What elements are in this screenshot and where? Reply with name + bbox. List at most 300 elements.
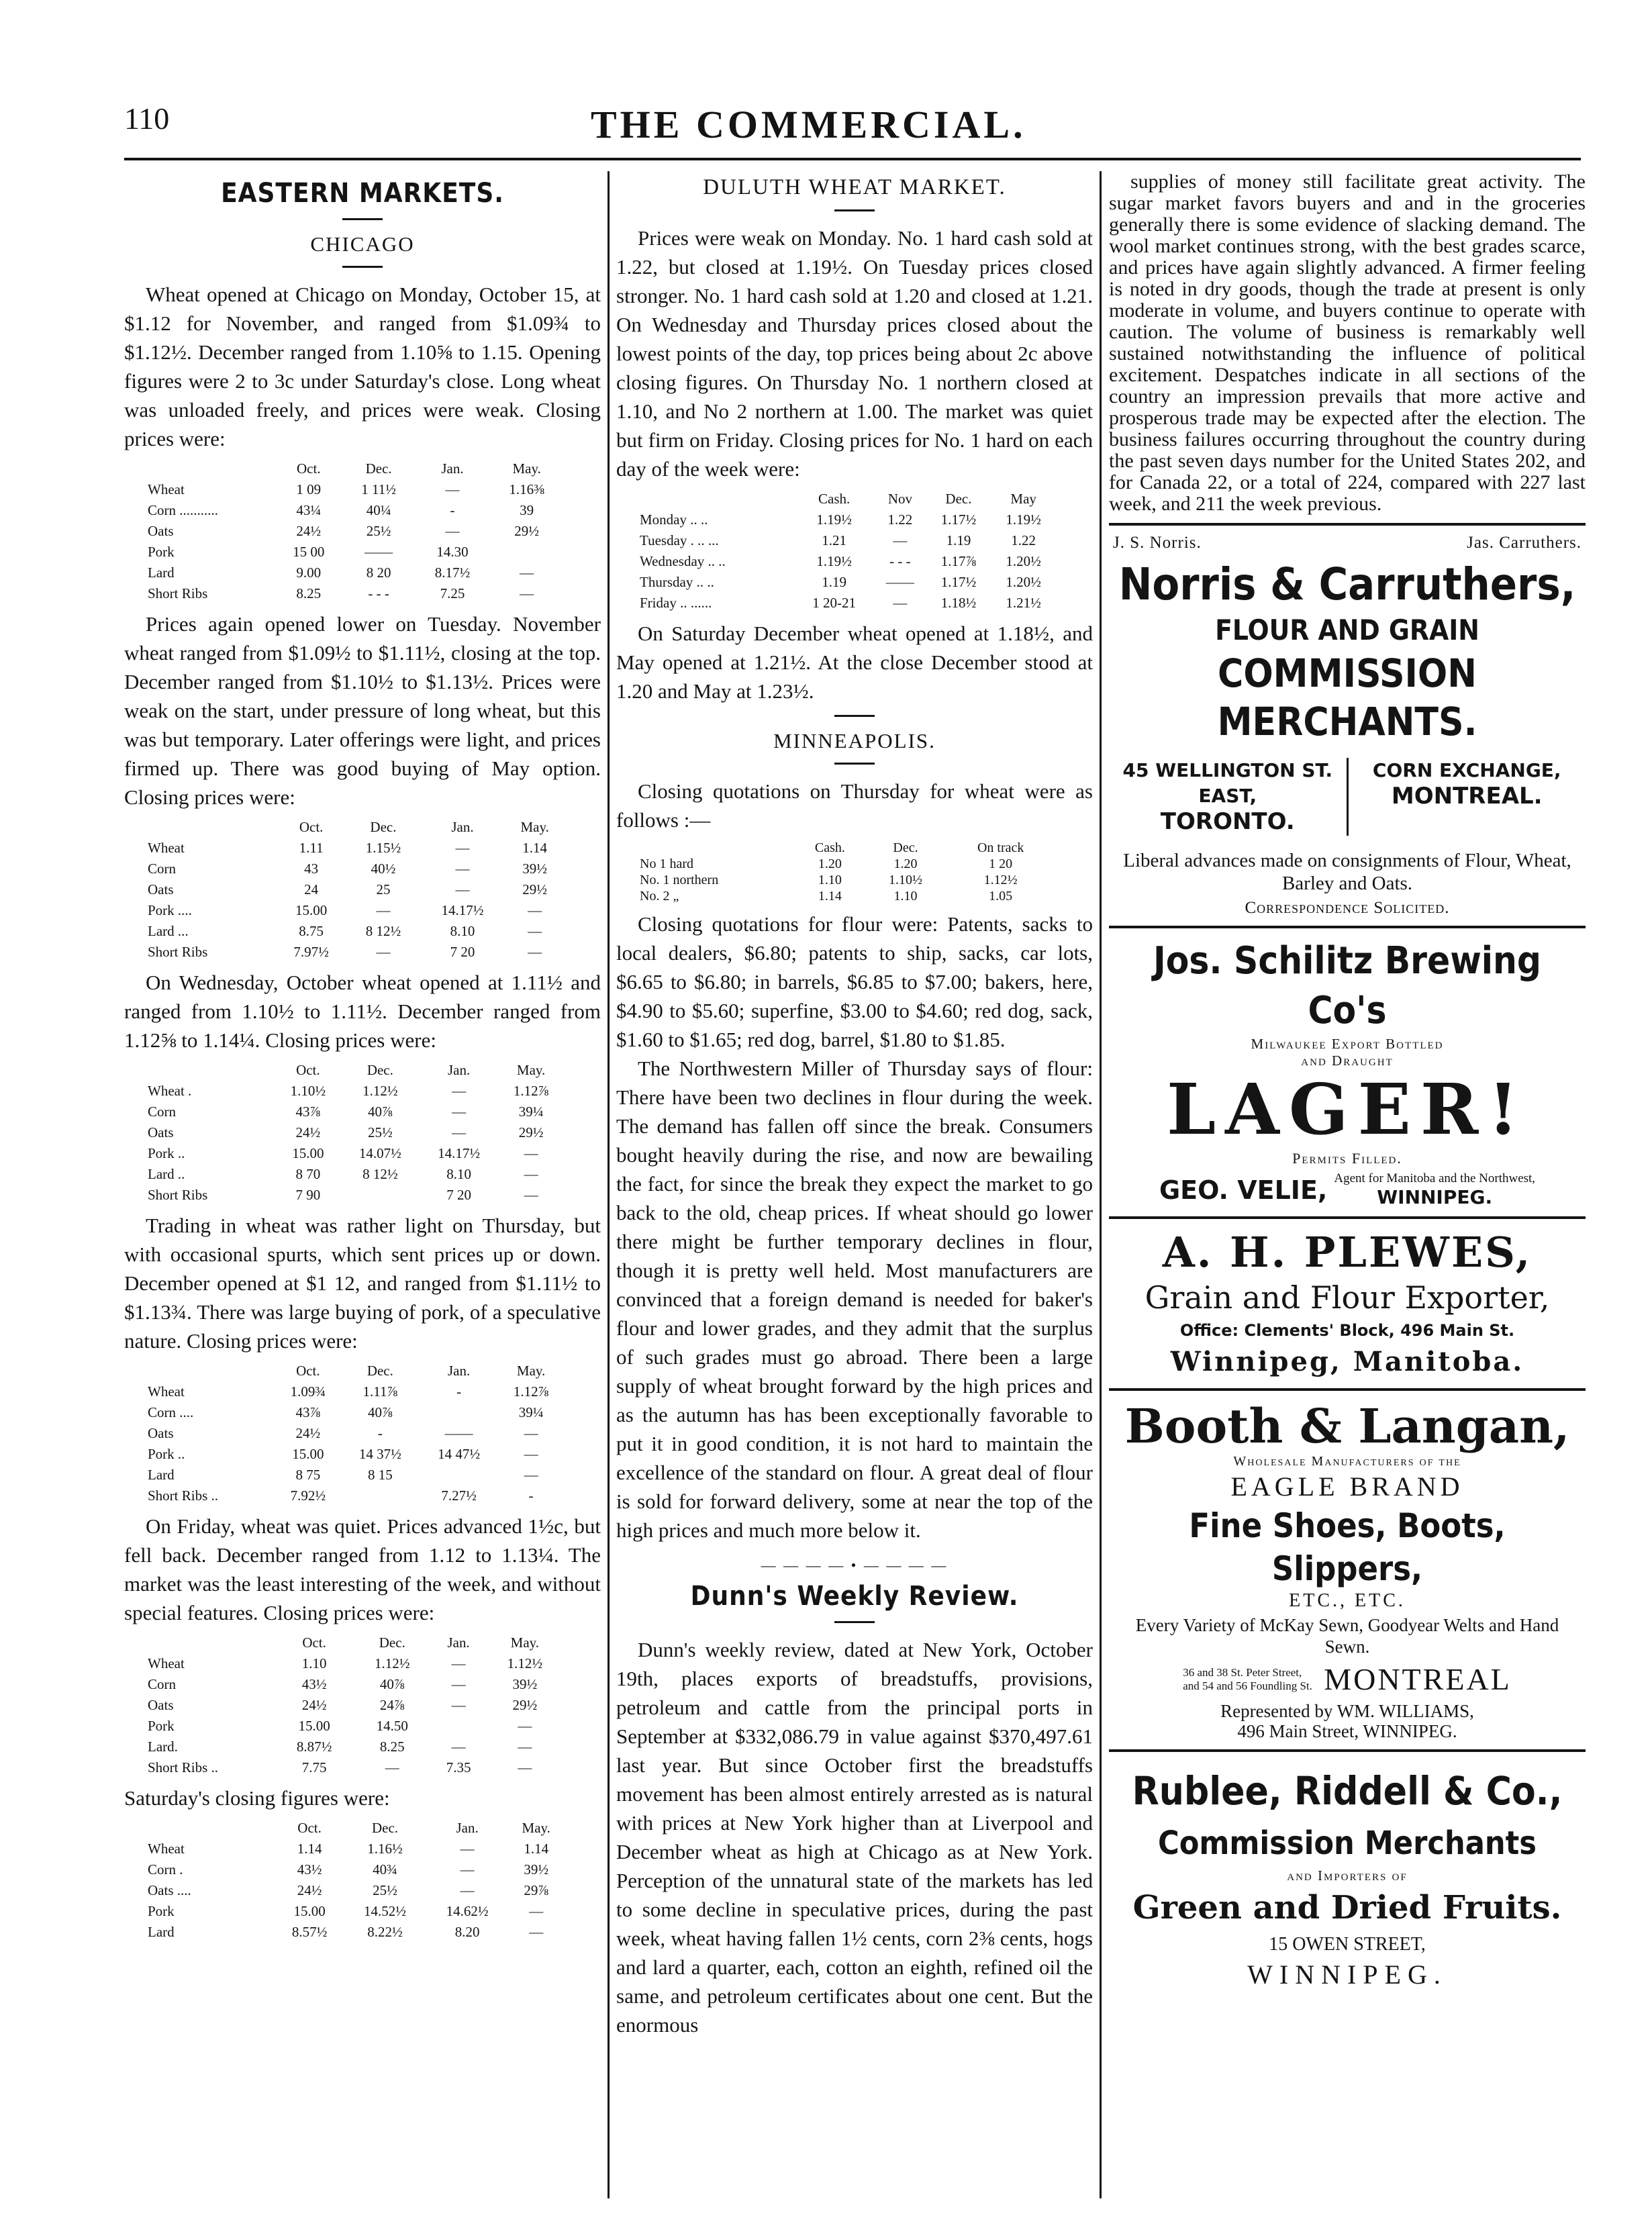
paragraph: Trading in wheat was rather light on Thursday, but with occasional spurts, which sent prices up or down. December opened at $1 12, and ranged from $1.11½ to $1.13¾. There was large buying of pork, of a speculative nature. Closing prices were: bbox=[124, 1214, 601, 1353]
paragraph: Prices again opened lower on Tuesday. November wheat ranged from $1.09½ to $1.11½, closing at the top. December ranged from $1.10½ to $1.13½. Prices were weak on the start, under pressure of long wheat, but this was but temporary. Later offerings were light, and prices firmed up. There was good buying of May option. Closing prices were: bbox=[124, 612, 601, 809]
table-cell: Corn bbox=[148, 1676, 176, 1692]
table-cell: 1.20 bbox=[818, 857, 842, 871]
table-cell: Pork bbox=[148, 1903, 175, 1919]
ad-name: A. H. PLEWES, bbox=[1162, 1228, 1533, 1277]
table-cell: — bbox=[452, 1124, 467, 1140]
column-header: Jan. bbox=[447, 1363, 471, 1379]
table-cell: 1.14 bbox=[524, 1841, 549, 1857]
table-cell: Thursday .. .. bbox=[640, 574, 714, 590]
table-header-row bbox=[640, 489, 1056, 509]
table-cell: 15.00 bbox=[292, 1145, 324, 1161]
column-eastern-markets bbox=[124, 171, 601, 1948]
table-cell: — bbox=[445, 481, 460, 497]
table-cell: 14.62½ bbox=[446, 1903, 489, 1919]
column-header: Cash. bbox=[818, 491, 851, 507]
section-title: EASTERN MARKETS. bbox=[221, 178, 504, 209]
table-cell: 40½ bbox=[371, 861, 396, 877]
table-cell: Pork bbox=[148, 544, 175, 560]
ad-line: and Draught bbox=[1301, 1053, 1394, 1069]
ad-rule bbox=[1109, 523, 1586, 526]
table-cell: 1.20 bbox=[893, 857, 918, 871]
ad-rule bbox=[1109, 1388, 1586, 1391]
table-header-row bbox=[148, 1818, 564, 1839]
table-row bbox=[148, 1757, 564, 1778]
table-row bbox=[640, 872, 1056, 888]
table-cell: 25½ bbox=[373, 1882, 397, 1898]
separator: — — — — • — — — — bbox=[761, 1557, 949, 1573]
address-toronto bbox=[1109, 758, 1349, 836]
signature-left: J. S. Norris. bbox=[1113, 534, 1202, 552]
table-row bbox=[148, 1402, 564, 1423]
table-cell: 8.57½ bbox=[291, 1924, 328, 1940]
table-cell: Wheat bbox=[148, 1655, 185, 1671]
table-row bbox=[148, 1839, 564, 1859]
ad-line: Represented by WM. WILLIAMS, bbox=[1220, 1701, 1474, 1721]
price-table bbox=[148, 1361, 564, 1506]
table-row bbox=[148, 500, 564, 521]
table-cell bbox=[431, 1716, 485, 1737]
table-cell: 29½ bbox=[514, 523, 540, 539]
ad-address: 15 OWEN STREET, bbox=[1269, 1934, 1426, 1955]
ad-line: FLOUR AND GRAIN bbox=[1215, 614, 1479, 646]
ad-line: and Importers of bbox=[1287, 1867, 1408, 1884]
table-cell: 40¼ bbox=[366, 502, 391, 518]
table-cell: Lard bbox=[148, 1467, 175, 1483]
table-cell: — bbox=[376, 902, 391, 918]
table-cell: No. 2 „ bbox=[640, 889, 679, 904]
table-cell: 14.17½ bbox=[441, 902, 484, 918]
table-cell: 8.10 bbox=[450, 923, 475, 939]
table-cell: — bbox=[524, 1166, 538, 1182]
ad-rublee-riddell bbox=[1109, 1763, 1586, 1992]
column-header: Jan. bbox=[451, 819, 474, 835]
table-cell: — bbox=[385, 1759, 399, 1775]
table-cell: — bbox=[528, 923, 542, 939]
table-cell: 7.27½ bbox=[441, 1488, 477, 1504]
rule bbox=[834, 763, 875, 765]
page-number: 110 bbox=[124, 101, 170, 136]
paragraph: supplies of money still facilitate great activity. The sugar market favors buyers and and in the groceries generally there is some evidence of slacking demand. The wool market continues strong, with the best grades scarce, and prices have again slightly advanced. A firmer feeling is noted in dry goods, though the trade at present is only moderate in volume, and buyers continue to operate with caution. The volume of business is remarkably well sustained notwithstanding the influence of political excitement. Despatches indicate in all sections of the country an impression prevails that more active and prosperous trade may be expected after the election. The business failures occurring throughout the country during the past seven days number for the United States 202, and for Canada 22, or a total of 224, compared with 227 last week, and 211 the week previous. bbox=[1109, 171, 1586, 515]
paragraph: Saturday's closing figures were: bbox=[124, 1786, 390, 1810]
table-row bbox=[640, 551, 1056, 572]
table-row bbox=[148, 1102, 564, 1122]
price-table bbox=[640, 489, 1056, 614]
table-cell: 8.22½ bbox=[367, 1924, 403, 1940]
table-cell: 1.12½ bbox=[375, 1655, 410, 1671]
column-header: Cash. bbox=[814, 840, 845, 855]
table-row bbox=[148, 1465, 564, 1486]
table-cell: — bbox=[455, 881, 470, 897]
table-cell: 40⅞ bbox=[367, 1104, 393, 1120]
column-header: Dec. bbox=[365, 460, 392, 477]
table-cell: 15 00 bbox=[293, 544, 325, 560]
section-subtitle: MINNEAPOLIS. bbox=[773, 729, 936, 752]
table-cell: — bbox=[893, 532, 908, 548]
section-title: DULUTH WHEAT MARKET. bbox=[703, 175, 1006, 199]
column-header bbox=[148, 458, 275, 479]
table-cell: — bbox=[445, 523, 460, 539]
column-divider-1 bbox=[608, 171, 610, 2198]
paragraph: Closing quotations on Thursday for wheat were as follows :— bbox=[616, 779, 1093, 832]
ad-name: Booth & Langan, bbox=[1124, 1398, 1570, 1454]
table-cell: — bbox=[460, 1882, 475, 1898]
ad-brand: EAGLE BRAND bbox=[1230, 1471, 1464, 1502]
table-cell: 1.14 bbox=[522, 840, 548, 856]
price-table bbox=[148, 458, 564, 604]
column-header bbox=[148, 817, 275, 838]
table-cell: 24½ bbox=[297, 1882, 322, 1898]
table-header-row bbox=[148, 1633, 564, 1653]
table-cell: 1.19 bbox=[822, 574, 846, 590]
table-cell: 1.12½ bbox=[507, 1655, 543, 1671]
table-cell: 7.92½ bbox=[290, 1488, 326, 1504]
table-cell: 29½ bbox=[522, 881, 548, 897]
table-cell: No. 1 northern bbox=[640, 873, 719, 887]
ad-name: Jos. Schilitz Brewing Co's bbox=[1153, 939, 1541, 1032]
ad-rule bbox=[1109, 1216, 1586, 1219]
table-cell: 1 20 bbox=[989, 857, 1013, 871]
rule bbox=[834, 715, 875, 717]
table-cell: 14.52½ bbox=[364, 1903, 406, 1919]
paragraph: On Saturday December wheat opened at 1.18½, and May opened at 1.21½. At the close December stood at 1.20 and May at 1.23½. bbox=[616, 622, 1093, 703]
table-row bbox=[148, 1185, 564, 1206]
table-cell: Lard bbox=[148, 1924, 175, 1940]
table-cell: 14 37½ bbox=[358, 1446, 401, 1462]
journal-title: THE COMMERCIAL. bbox=[591, 103, 1026, 146]
table-cell: — bbox=[452, 1104, 467, 1120]
ad-footer: Correspondence Solicited. bbox=[1245, 899, 1450, 917]
table-cell: 1.10 bbox=[893, 889, 918, 904]
table-cell: 39½ bbox=[522, 861, 548, 877]
table-cell: 1.18½ bbox=[940, 595, 977, 611]
table-cell: Pork .... bbox=[148, 902, 192, 918]
ad-lager: LAGER! bbox=[1167, 1068, 1528, 1151]
table-cell: 39 bbox=[520, 502, 534, 518]
table-cell: 8.87½ bbox=[296, 1739, 332, 1755]
paragraph: The Northwestern Miller of Thursday says of flour: There have been two declines in flour during the week. The demand has fallen off since the break. Consumers bought heavily during the rise, and now are bewailing the fact, for since the break they expect the market to go back to the old, cheap prices. If wheat should go lower there might be further temporary declines in flour, though it is pretty well held. Most manufacturers are convinced that a foreign demand is needed for baker's flour and lower grades, and they admit that the surplus of such grades must go abroad. There been a large supply of wheat brought forward by the high prices and as the autumn has has been exceptionally favorable to put it in good condition, it is not hard to maintain the excellence of the standard on flour. A great deal of flour is sold for forward delivery, some at near the top of the high prices and much more below it. bbox=[616, 1057, 1093, 1542]
table-cell: 1.10 bbox=[301, 1655, 327, 1671]
column-header: Jan. bbox=[441, 460, 464, 477]
table-row bbox=[148, 1486, 564, 1506]
table-cell: Wheat bbox=[148, 1383, 185, 1400]
table-cell: 9.00 bbox=[296, 565, 322, 581]
table-cell: — bbox=[455, 861, 470, 877]
ad-rule bbox=[1109, 926, 1586, 928]
column-divider-2 bbox=[1100, 171, 1102, 2198]
column-header: Dec. bbox=[371, 1820, 399, 1836]
subtitle-rule bbox=[342, 266, 383, 268]
table-row bbox=[148, 942, 564, 963]
table-cell: No 1 hard bbox=[640, 857, 693, 871]
column-header: Oct. bbox=[299, 819, 324, 835]
address-line: CORN EXCHANGE, bbox=[1372, 759, 1561, 781]
ad-line: Fine Shoes, Boots, Slippers, bbox=[1189, 1506, 1506, 1588]
column-header: Oct. bbox=[296, 1062, 320, 1078]
table-row bbox=[640, 572, 1056, 593]
table-cell: 39½ bbox=[512, 1676, 538, 1692]
table-header-row bbox=[148, 458, 564, 479]
table-cell: Lard bbox=[148, 565, 175, 581]
table-cell: Wheat bbox=[148, 1841, 185, 1857]
ad-line: 496 Main Street, WINNIPEG. bbox=[1237, 1721, 1457, 1741]
table-cell: Short Ribs bbox=[148, 1187, 208, 1203]
table-row bbox=[148, 1164, 564, 1185]
paragraph: Wheat opened at Chicago on Monday, October 15, at $1.12 for November, and ranged from $1.09¾ to $1.12½. December ranged from 1.10⅝ to 1.15. Opening figures were 2 to 3c under Saturday's close. Long wheat was unloaded freely, and prices were weak. Closing prices were: bbox=[124, 283, 601, 450]
agent-block bbox=[1334, 1171, 1535, 1208]
section-subtitle: CHICAGO bbox=[310, 232, 415, 256]
table-cell: Short Ribs .. bbox=[148, 1488, 219, 1504]
column-header: May. bbox=[516, 1363, 546, 1379]
column-header: Oct. bbox=[296, 1363, 320, 1379]
table-cell: 8 75 bbox=[295, 1467, 321, 1483]
table-cell: Wednesday .. .. bbox=[640, 553, 726, 569]
table-cell: 24 bbox=[304, 881, 319, 897]
table-cell: - - - bbox=[368, 585, 389, 601]
table-cell: 7.75 bbox=[301, 1759, 327, 1775]
table-cell: 1.15½ bbox=[365, 840, 401, 856]
table-cell: 43½ bbox=[301, 1676, 327, 1692]
column-header: Oct. bbox=[302, 1635, 326, 1651]
table-cell: 14.30 bbox=[436, 544, 469, 560]
column-header: Jan. bbox=[456, 1820, 479, 1836]
table-cell: Oats .... bbox=[148, 1882, 191, 1898]
ad-line: Every Variety of McKay Sewn, Goodyear Welts and Hand Sewn. bbox=[1135, 1615, 1559, 1657]
table-row bbox=[148, 479, 564, 500]
table-cell: 40⅞ bbox=[379, 1676, 405, 1692]
ad-line: Grain and Flour Exporter, bbox=[1145, 1279, 1550, 1316]
ad-body: Liberal advances made on consignments of Flour, Wheat, Barley and Oats. bbox=[1123, 850, 1571, 894]
table-cell: Wheat bbox=[148, 840, 185, 856]
table-cell: 1.21 bbox=[822, 532, 846, 548]
table-cell: 24⅞ bbox=[379, 1697, 405, 1713]
table-cell bbox=[341, 1185, 420, 1206]
address-line: 45 WELLINGTON ST. EAST, bbox=[1122, 759, 1332, 807]
table-cell: Monday .. .. bbox=[640, 512, 708, 528]
price-table bbox=[148, 817, 564, 963]
table-cell: 1.20½ bbox=[1006, 553, 1041, 569]
table-cell: 1.19½ bbox=[816, 553, 852, 569]
column-header: May bbox=[1010, 491, 1036, 507]
table-header-row bbox=[640, 840, 1056, 856]
column-header bbox=[148, 1818, 275, 1839]
column-header bbox=[640, 489, 794, 509]
table-row bbox=[148, 1081, 564, 1102]
table-cell: 8 15 bbox=[367, 1467, 393, 1483]
table-cell: 1.10 bbox=[818, 873, 842, 887]
column-header: May. bbox=[522, 1820, 550, 1836]
table-cell: Oats bbox=[148, 1124, 174, 1140]
table-cell: 1 09 bbox=[296, 481, 322, 497]
table-cell: 15.00 bbox=[293, 1903, 326, 1919]
table-cell: Pork .. bbox=[148, 1446, 185, 1462]
table-cell: Corn bbox=[148, 1104, 176, 1120]
ad-line: COMMISSION MERCHANTS. bbox=[1217, 650, 1477, 744]
table-cell: —— bbox=[444, 1425, 473, 1441]
table-cell: Oats bbox=[148, 1425, 174, 1441]
column-duluth bbox=[616, 171, 1093, 2039]
table-cell: 43 bbox=[304, 861, 319, 877]
table-cell: — bbox=[451, 1697, 466, 1713]
table-cell: 39½ bbox=[524, 1861, 549, 1878]
table-row bbox=[640, 509, 1056, 530]
column-header: Dec. bbox=[370, 819, 397, 835]
table-cell: 43¼ bbox=[296, 502, 322, 518]
address-row bbox=[1109, 1661, 1586, 1697]
table-cell: 1.11⅞ bbox=[362, 1383, 398, 1400]
table-cell: — bbox=[528, 902, 542, 918]
table-cell: 29⅞ bbox=[524, 1882, 549, 1898]
table-cell bbox=[489, 542, 564, 563]
table-cell: Wheat bbox=[148, 481, 185, 497]
table-cell: Oats bbox=[148, 881, 174, 897]
table-cell: 1 20-21 bbox=[812, 595, 856, 611]
table-header-row bbox=[148, 817, 564, 838]
table-cell: — bbox=[451, 1676, 466, 1692]
table-cell: — bbox=[529, 1903, 544, 1919]
column-header: May. bbox=[520, 819, 549, 835]
paragraph: Closing quotations for flour were: Patents, sacks to local dealers, $6.80; patents to ship, sacks, car lots, $6.65 to $6.80; in barrels, $6.85 to $7.00; bakers, here, $4.90 to $5.60; superfine, $3.00 to $4.60; red dog, sack, $1.60 to $1.65; red dog, barrel, $1.80 to $1.85. bbox=[616, 912, 1093, 1051]
table-row bbox=[148, 583, 564, 604]
table-cell: 43½ bbox=[297, 1861, 322, 1878]
paragraph: On Friday, wheat was quiet. Prices advanced 1½c, but fell back. December ranged from 1.12 to 1.13¼. The market was the least interesting of the week, and without special features. Closing prices were: bbox=[124, 1514, 601, 1624]
column-review-ads bbox=[1109, 171, 1586, 1992]
agent-row bbox=[1109, 1171, 1586, 1208]
table-cell: — bbox=[520, 585, 534, 601]
price-table bbox=[640, 840, 1056, 904]
address-city: MONTREAL bbox=[1324, 1662, 1512, 1696]
table-cell: — bbox=[524, 1145, 538, 1161]
column-header: Jan. bbox=[447, 1635, 470, 1651]
table-row bbox=[640, 593, 1056, 614]
table-cell: — bbox=[460, 1861, 475, 1878]
table-cell: 1.17½ bbox=[940, 512, 977, 528]
table-cell: 39¼ bbox=[518, 1104, 544, 1120]
table-row bbox=[640, 530, 1056, 551]
table-row bbox=[148, 1901, 564, 1922]
ad-line: Commission Merchants bbox=[1158, 1824, 1537, 1862]
table-cell: — bbox=[455, 840, 470, 856]
table-cell: Corn bbox=[148, 861, 176, 877]
table-cell: — bbox=[376, 944, 391, 960]
table-cell: 1.12½ bbox=[362, 1083, 398, 1099]
table-cell: 1.10½ bbox=[889, 873, 923, 887]
ad-line: Winnipeg, Manitoba. bbox=[1170, 1346, 1524, 1377]
table-cell: — bbox=[518, 1739, 532, 1755]
table-cell: 1.05 bbox=[989, 889, 1013, 904]
table-cell: 8.75 bbox=[299, 923, 324, 939]
table-cell: 7 20 bbox=[450, 944, 475, 960]
address-city: TORONTO. bbox=[1160, 808, 1295, 835]
section-title: Dunn's Weekly Review. bbox=[690, 1581, 1019, 1612]
table-cell: 7.35 bbox=[446, 1759, 471, 1775]
table-row bbox=[148, 879, 564, 900]
table-cell: — bbox=[451, 1655, 466, 1671]
table-cell: — bbox=[452, 1083, 467, 1099]
table-cell: 1.12⅞ bbox=[513, 1383, 549, 1400]
table-row bbox=[148, 1674, 564, 1695]
table-row bbox=[148, 1122, 564, 1143]
table-cell: 24½ bbox=[301, 1697, 327, 1713]
table-row bbox=[148, 542, 564, 563]
table-cell: 1.22 bbox=[1011, 532, 1036, 548]
table-row bbox=[148, 838, 564, 859]
table-cell: 1.14 bbox=[818, 889, 842, 904]
table-cell: Oats bbox=[148, 523, 174, 539]
table-header-row bbox=[148, 1060, 564, 1081]
address-city: MONTREAL. bbox=[1391, 783, 1543, 810]
table-cell: 1.19½ bbox=[1006, 512, 1041, 528]
table-cell: - - - bbox=[889, 553, 911, 569]
table-cell: — bbox=[893, 595, 908, 611]
table-cell: 1 11½ bbox=[361, 481, 396, 497]
table-cell: 15.00 bbox=[298, 1718, 330, 1734]
table-row bbox=[148, 859, 564, 879]
column-header: Oct. bbox=[297, 1820, 322, 1836]
ad-booth-langan bbox=[1109, 1399, 1586, 1741]
address-montreal bbox=[1349, 758, 1586, 836]
table-row bbox=[148, 1423, 564, 1444]
table-cell: 1.22 bbox=[887, 512, 913, 528]
table-cell: Corn .... bbox=[148, 1404, 194, 1420]
table-cell: 7 90 bbox=[295, 1187, 321, 1203]
table-cell: 1.17½ bbox=[940, 574, 977, 590]
table-cell: 14 47½ bbox=[438, 1446, 481, 1462]
table-cell: Short Ribs bbox=[148, 585, 208, 601]
table-cell: 1.19½ bbox=[816, 512, 852, 528]
table-cell: — bbox=[460, 1841, 475, 1857]
table-cell: — bbox=[528, 944, 542, 960]
table-row bbox=[148, 900, 564, 921]
table-cell: - bbox=[450, 502, 455, 518]
table-cell: 40¾ bbox=[373, 1861, 397, 1878]
table-row bbox=[148, 521, 564, 542]
table-cell: 25½ bbox=[367, 1124, 393, 1140]
table-cell: 24½ bbox=[295, 1124, 321, 1140]
table-cell: 25½ bbox=[366, 523, 391, 539]
table-row bbox=[148, 1653, 564, 1674]
table-row bbox=[148, 1381, 564, 1402]
ad-line: Office: Clements' Block, 496 Main St. bbox=[1179, 1321, 1515, 1340]
table-cell: — bbox=[518, 1759, 532, 1775]
table-cell: 8.10 bbox=[446, 1166, 471, 1182]
table-cell: Lard .. bbox=[148, 1166, 185, 1182]
table-cell: Lard ... bbox=[148, 923, 189, 939]
agent-name: GEO. VELIE, bbox=[1159, 1175, 1328, 1205]
table-cell: Friday .. ...... bbox=[640, 595, 712, 611]
ad-city: WINNIPEG. bbox=[1247, 1959, 1447, 1990]
column-header: Dec. bbox=[367, 1363, 393, 1379]
column-header bbox=[148, 1060, 275, 1081]
table-cell: Short Ribs bbox=[148, 944, 208, 960]
table-cell: 1.12½ bbox=[983, 873, 1018, 887]
table-cell: 39¼ bbox=[518, 1404, 544, 1420]
table-cell: 15.00 bbox=[295, 902, 328, 918]
table-cell: Oats bbox=[148, 1697, 174, 1713]
ad-addresses bbox=[1109, 758, 1586, 836]
table-cell: 14.07½ bbox=[358, 1145, 401, 1161]
column-header: Oct. bbox=[297, 460, 321, 477]
table-row bbox=[148, 1716, 564, 1737]
column-header: Dec. bbox=[893, 840, 918, 855]
table-cell: 8.25 bbox=[379, 1739, 405, 1755]
column-header: Nov bbox=[887, 491, 912, 507]
table-cell: 1.09¾ bbox=[290, 1383, 326, 1400]
ad-name: Norris & Carruthers, bbox=[1118, 558, 1576, 610]
table-cell: - bbox=[377, 1425, 383, 1441]
table-cell: 43⅞ bbox=[295, 1104, 321, 1120]
table-row bbox=[640, 856, 1056, 872]
table-cell: 24½ bbox=[295, 1425, 321, 1441]
